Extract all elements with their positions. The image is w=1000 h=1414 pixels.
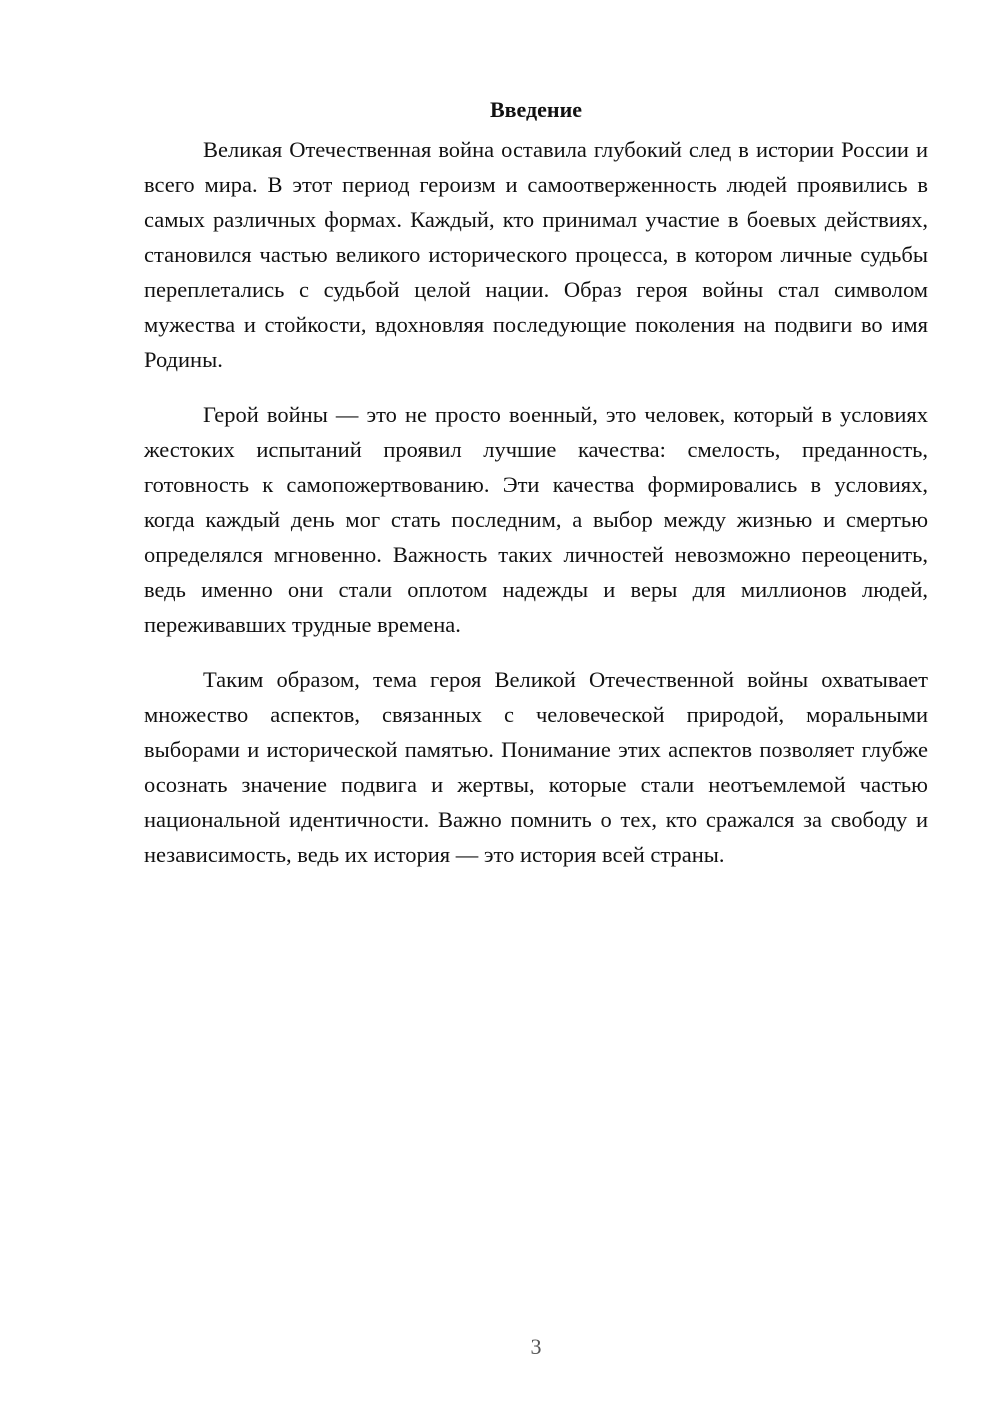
section-heading: Введение: [489, 97, 583, 122]
paragraph-1: Великая Отечественная война оставила глубокий след в истории России и всего мира. В этот период героизм и самоотверженность людей проявились в самых различных формах. Каждый, кто принимал участие в боевых действиях, становился частью великого исторического процесса, в котором личные судьбы переплетались с судьбой целой нации. Образ героя войны стал символом мужества и стойкости, вдохновляя последующие поколения на подвиги во имя Родины.: [144, 137, 928, 372]
paragraph-3: Таким образом, тема героя Великой Отечественной войны охватывает множество аспектов, связанных с человеческой природой, моральными выборами и исторической памятью. Понимание этих аспектов позволяет глубже осознать значение подвига и жертвы, которые стали неотъемлемой частью национальной идентичности. Важно помнить о тех, кто сражался за свободу и независимость, ведь их история — это история всей страны.: [144, 667, 928, 867]
paragraph-2: Герой войны — это не просто военный, это человек, который в условиях жестоких испытаний проявил лучшие качества: смелость, преданность, готовность к самопожертвованию. Эти качества формировались в условиях, когда каждый день мог стать последним, а выбор между жизнью и смертью определялся мгновенно. Важность таких личностей невозможно переоценить, ведь именно они стали оплотом надежды и веры для миллионов людей, переживавших трудные времена.: [144, 402, 928, 637]
page-content: [144, 92, 928, 892]
page-number: 3: [530, 1334, 542, 1359]
